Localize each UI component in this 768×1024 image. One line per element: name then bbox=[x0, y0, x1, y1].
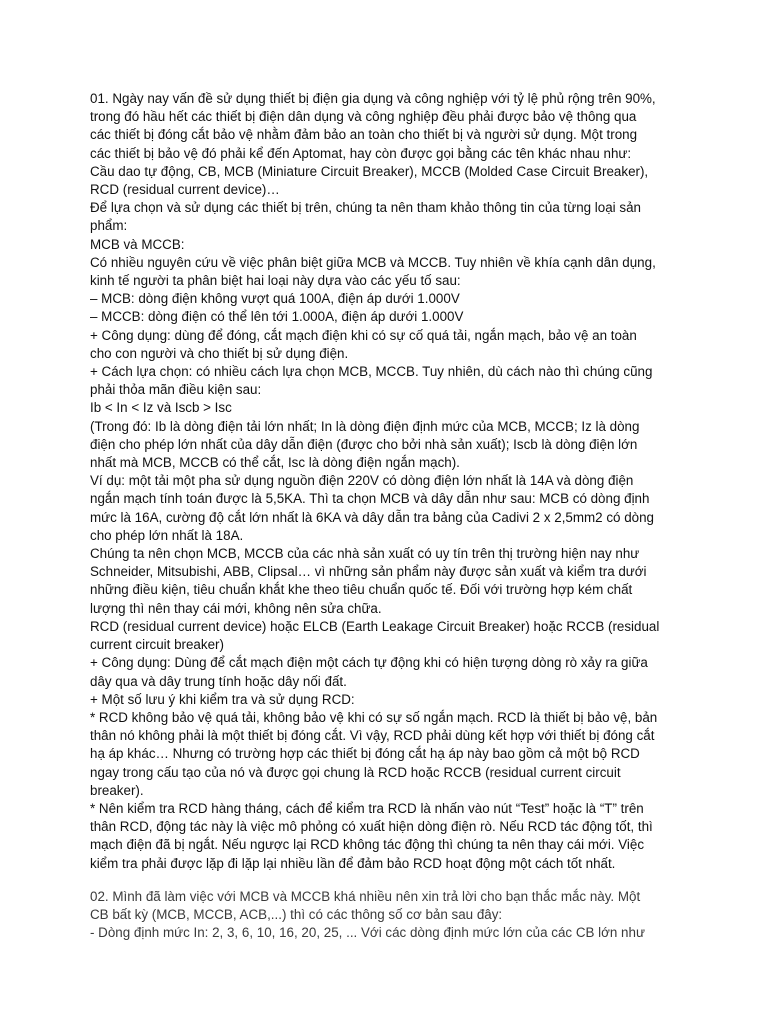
text-line: dây qua và dây trung tính hoặc dây nối đất. bbox=[90, 673, 347, 689]
answer-01 bbox=[90, 90, 728, 873]
text-line: Ví dụ: một tải một pha sử dụng nguồn điện 220V có dòng điện lớn nhất là 14A và dòng điện bbox=[90, 473, 634, 489]
text-line: Ib < In < Iz và Iscb > Isc bbox=[90, 400, 232, 416]
text-line: * Nên kiểm tra RCD hàng tháng, cách để kiểm tra RCD là nhấn vào nút “Test” hoặc là “T” trên bbox=[90, 800, 644, 816]
text-line: Chúng ta nên chọn MCB, MCCB của các nhà sản xuất có uy tín trên thị trường hiện nay như bbox=[90, 546, 640, 562]
text-line: – MCCB: dòng điện có thể lên tới 1.000A, điện áp dưới 1.000V bbox=[90, 309, 464, 325]
text-line: Có nhiều nguyên cứu về việc phân biệt giữa MCB và MCCB. Tuy nhiên về khía cạnh dân dụng, bbox=[90, 254, 656, 270]
text-line: CB bất kỳ (MCB, MCCB, ACB,...) thì có các thông số cơ bản sau đây: bbox=[90, 906, 503, 922]
text-line: + Công dụng: Dùng để cắt mạch điện một cách tự động khi có hiện tượng dòng rò xảy ra giữa bbox=[90, 655, 648, 671]
text-line: Để lựa chọn và sử dụng các thiết bị trên, chúng ta nên tham khảo thông tin của từng loại sản bbox=[90, 200, 641, 216]
text-line: kiểm tra phải được lặp đi lặp lại nhiều lần để đảm bảo RCD hoạt động một cách tốt nhất. bbox=[90, 855, 616, 871]
text-line: phẩm: bbox=[90, 218, 128, 234]
text-line: các thiết bị đóng cắt bảo vệ nhằm đảm bảo an toàn cho thiết bị và người sử dụng. Một trong bbox=[90, 127, 638, 143]
text-line: những điều kiện, tiêu chuẩn khắt khe theo tiêu chuẩn quốc tế. Đối với trường hợp kém chất bbox=[90, 582, 633, 598]
text-line: - Dòng định mức In: 2, 3, 6, 10, 16, 20, 25, ... Với các dòng định mức lớn của các CB lớn như bbox=[90, 925, 645, 941]
text-line: cho phép lớn nhất là 18A. bbox=[90, 527, 244, 543]
paragraph-gap bbox=[90, 873, 728, 888]
text-line: current circuit breaker) bbox=[90, 637, 224, 653]
text-line: ngay trong cấu tạo của nó và được gọi chung là RCD hoặc RCCB (residual current circuit bbox=[90, 764, 621, 780]
text-line: + Công dụng: dùng để đóng, cắt mạch điện khi có sự cố quá tải, ngắn mạch, bảo vệ an toàn bbox=[90, 327, 637, 343]
text-line: breaker). bbox=[90, 782, 144, 798]
text-line: ngắn mạch tính toán được là 5,5KA. Thì ta chọn MCB và dây dẫn như sau: MCB có dòng định bbox=[90, 491, 650, 507]
text-line: (Trong đó: Ib là dòng điện tải lớn nhất; In là dòng điện định mức của MCB, MCCB; Iz là dòng bbox=[90, 418, 640, 434]
text-line: + Một số lưu ý khi kiểm tra và sử dụng RCD: bbox=[90, 691, 355, 707]
text-line: – MCB: dòng điện không vượt quá 100A, điện áp dưới 1.000V bbox=[90, 291, 460, 307]
text-line: thân nó không phải là một thiết bị đóng cắt. Vì vậy, RCD phải dùng kết hợp với thiết bị đóng cắt bbox=[90, 728, 655, 744]
text-line: điện cho phép lớn nhất của dây dẫn điện (được cho bởi nhà sản xuất); Iscb là dòng điện lớn bbox=[90, 436, 638, 452]
text-line: * RCD không bảo vệ quá tải, không bảo vệ khi có sự số ngắn mạch. RCD là thiết bị bảo vệ, bản bbox=[90, 709, 658, 725]
text-line: lượng thì nên thay cái mới, không nên sửa chữa. bbox=[90, 600, 382, 616]
text-line: phải thỏa mãn điều kiện sau: bbox=[90, 382, 262, 398]
text-line: Schneider, Mitsubishi, ABB, Clipsal… vì những sản phẩm này được sản xuất và kiểm tra dưới bbox=[90, 564, 647, 580]
text-line: RCD (residual current device) hoặc ELCB (Earth Leakage Circuit Breaker) hoặc RCCB (residual bbox=[90, 618, 660, 634]
text-line: MCB và MCCB: bbox=[90, 236, 185, 252]
text-line: + Cách lựa chọn: có nhiều cách lựa chọn MCB, MCCB. Tuy nhiên, dù cách nào thì chúng cũng bbox=[90, 364, 653, 380]
text-line: mức là 16A, cường độ cắt lớn nhất là 6KA và dây dẫn tra bảng của Cadivi 2 x 2,5mm2 có dòng bbox=[90, 509, 654, 525]
text-line: 02. Mình đã làm việc với MCB và MCCB khá nhiều nên xin trả lời cho bạn thắc mắc này. Một bbox=[90, 888, 641, 904]
text-line: Cầu dao tự động, CB, MCB (Miniature Circuit Breaker), MCCB (Molded Case Circuit Breaker), bbox=[90, 163, 649, 179]
text-line: hạ áp khác… Nhưng có trường hợp các thiết bị đóng cắt hạ áp này bao gồm cả một bộ RCD bbox=[90, 746, 640, 762]
text-line: nhất mà MCB, MCCB có thể cắt, Isc là dòng điện ngắn mạch). bbox=[90, 455, 460, 471]
text-line: cho con người và cho thiết bị sử dụng điện. bbox=[90, 345, 349, 361]
text-line: kinh tế người ta phân biệt hai loại này dựa vào các yếu tố sau: bbox=[90, 273, 461, 289]
answer-02 bbox=[90, 888, 728, 943]
text-line: thân RCD, động tác này là việc mô phỏng có xuất hiện dòng điện rò. Nếu RCD tác động tốt, thì bbox=[90, 819, 653, 835]
text-line: 01. Ngày nay vấn đề sử dụng thiết bị điện gia dụng và công nghiệp với tỷ lệ phủ rộng trên 90%, bbox=[90, 91, 656, 106]
text-line: mạch điện đã bị ngắt. Nếu ngược lại RCD không tác động thì chúng ta nên thay cái mới. Việc bbox=[90, 837, 645, 853]
text-line: các thiết bị bảo vệ đó phải kể đến Aptomat, hay còn được gọi bằng các tên khác nhau như: bbox=[90, 145, 632, 161]
text-line: RCD (residual current device)… bbox=[90, 182, 280, 198]
text-line: trong đó hầu hết các thiết bị điện dân dụng và công nghiệp đều phải được bảo vệ thông qua bbox=[90, 109, 637, 125]
